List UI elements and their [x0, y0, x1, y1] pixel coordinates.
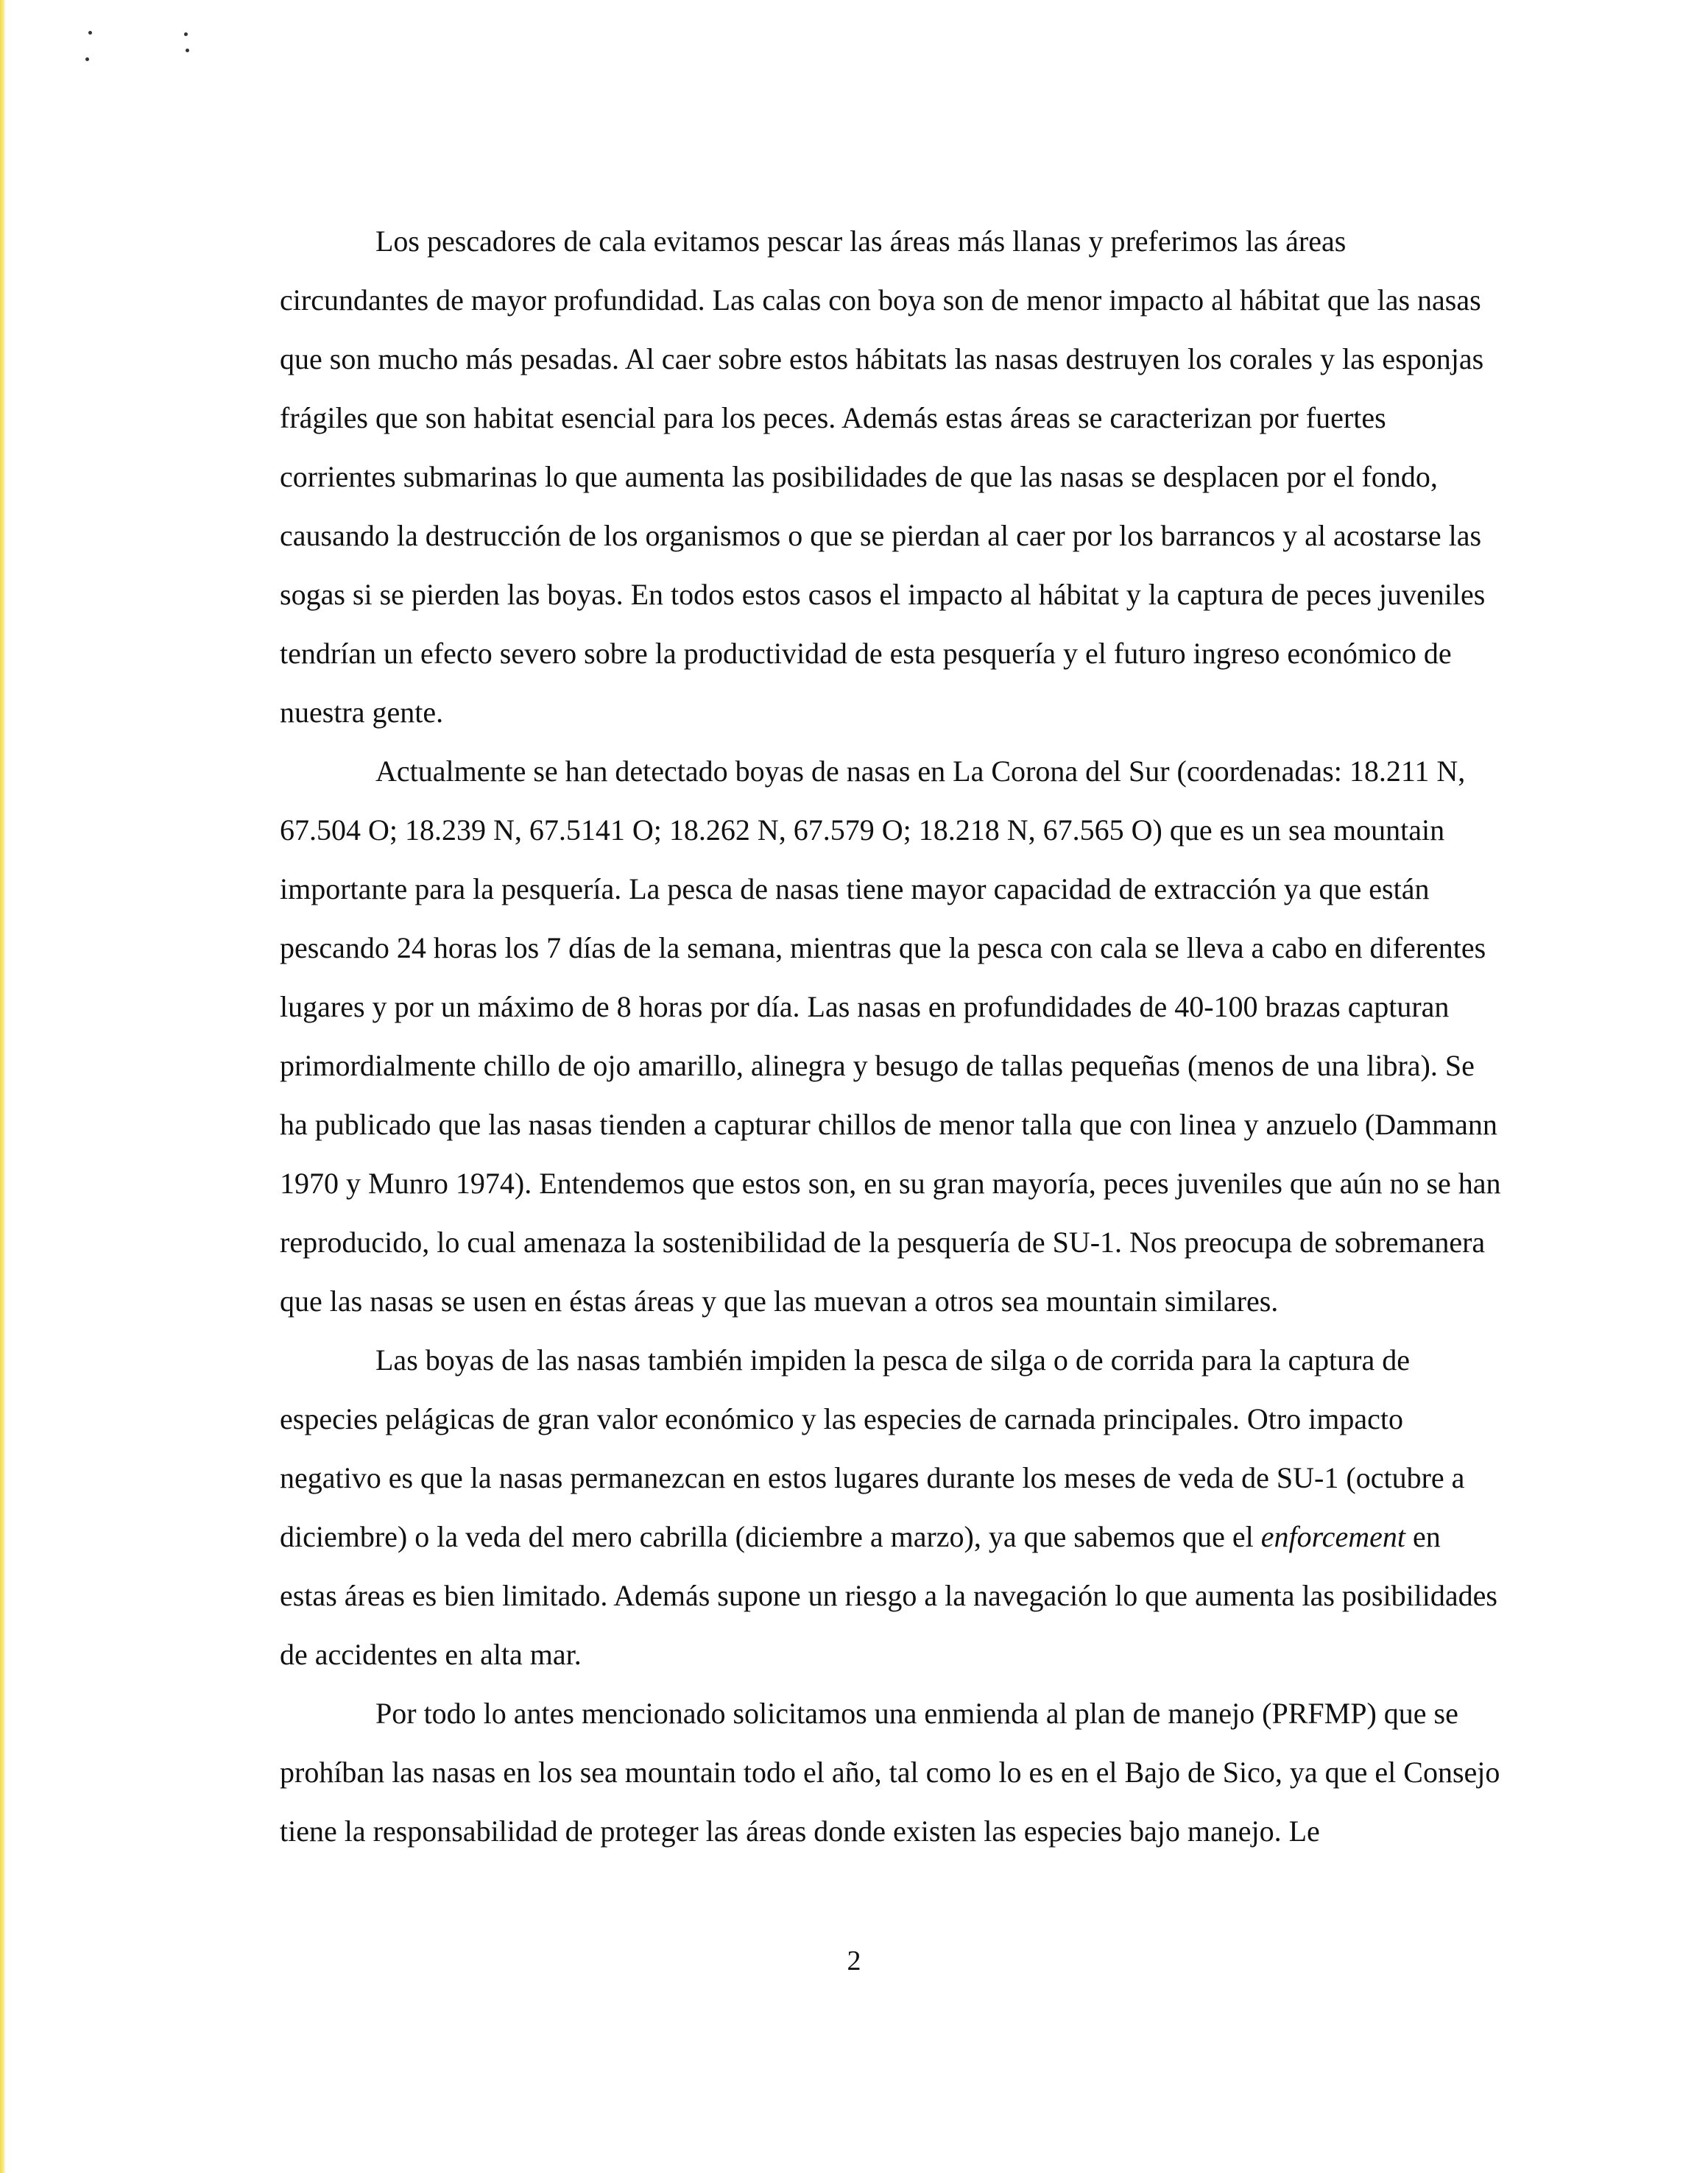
- paragraph-3-text-end: en estas áreas es bien limitado. Además supone un riesgo a la navegación lo que aumenta las posibilidades de accidentes en alta mar.: [280, 1520, 1497, 1671]
- paragraph-3-text-start: Las boyas de las nasas también impiden la pesca de silga o de corrida para la captura de especies pelágicas de gran valor económico y las especies de carnada principales. Otro impacto negativo es que la nasas permanezcan en estos lugares durante los meses de veda de SU-1 (octubre a diciembre) o la veda del mero cabrilla (diciembre a marzo), ya que sabemos que el: [280, 1343, 1465, 1553]
- scan-speck: [85, 57, 89, 61]
- page-number: 2: [847, 1946, 861, 1976]
- paragraph-1: Los pescadores de cala evitamos pescar las áreas más llanas y preferimos las áreas circundantes de mayor profundidad. Las calas con boya son de menor impacto al hábitat que las nasas que son mucho más pesadas. Al caer sobre estos hábitats las nasas destruyen los corales y las esponjas frágiles que son habitat esencial para los peces. Además estas áreas se caracterizan por fuertes corrientes submarinas lo que aumenta las posibilidades de que las nasas se desplacen por el fondo, causando la destrucción de los organismos o que se pierdan al caer por los barrancos y al acostarse las sogas si se pierden las boyas. En todos estos casos el impacto al hábitat y la captura de peces juveniles tendrían un efecto severo sobre la productividad de esta pesquería y el futuro ingreso económico de nuestra gente.: [280, 225, 1486, 729]
- italic-term: enforcement: [1260, 1520, 1405, 1553]
- document-body: [280, 212, 1502, 1861]
- paragraph-3: [280, 1331, 1502, 1684]
- scan-speck: [184, 32, 188, 36]
- paragraph-2: Actualmente se han detectado boyas de nasas en La Corona del Sur (coordenadas: 18.211 N, 67.504 O; 18.239 N, 67.5141 O; 18.262 N, 67.579 O; 18.218 N, 67.565 O) que es un sea mountain importante para la pesquería. La pesca de nasas tiene mayor capacidad de extracción ya que están pescando 24 horas los 7 días de la semana, mientras que la pesca con cala se lleva a cabo en diferentes lugares y por un máximo de 8 horas por día. Las nasas en profundidades de 40-100 brazas capturan primordialmente chillo de ojo amarillo, alinegra y besugo de tallas pequeñas (menos de una libra). Se ha publicado que las nasas tienden a capturar chillos de menor talla que con linea y anzuelo (Dammann 1970 y Munro 1974). Entendemos que estos son, en su gran mayoría, peces juveniles que aún no se han reproducido, lo cual amenaza la sostenibilidad de la pesquería de SU-1. Nos preocupa de sobremanera que las nasas se usen en éstas áreas y que las muevan a otros sea mountain similares.: [280, 755, 1501, 1318]
- scan-speck: [186, 49, 189, 52]
- paragraph-4: Por todo lo antes mencionado solicitamos una enmienda al plan de manejo (PRFMP) que se prohíban las nasas en los sea mountain todo el año, tal como lo es en el Bajo de Sico, ya que el Consejo tiene la responsabilidad de proteger las áreas donde existen las especies bajo manejo. Le: [280, 1697, 1500, 1848]
- scan-edge-strip: [0, 0, 6, 2173]
- scan-speck: [88, 31, 92, 35]
